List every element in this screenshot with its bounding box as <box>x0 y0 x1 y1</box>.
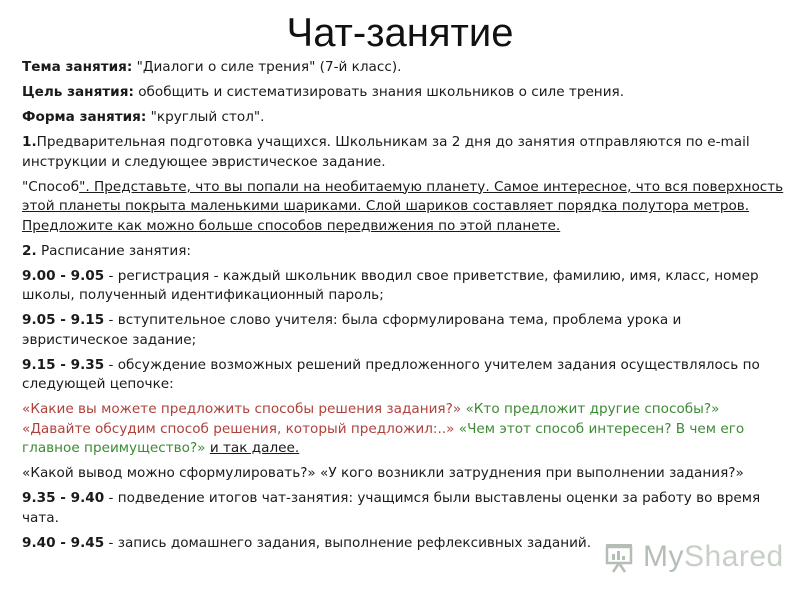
goal-line <box>22 83 786 103</box>
step-2 <box>22 242 786 262</box>
form-line <box>22 108 786 128</box>
form-label: Форма занятия: <box>22 109 147 125</box>
step-2-number: 2. <box>22 242 37 259</box>
schedule-item-discussion <box>22 356 786 395</box>
schedule-item-intro <box>22 311 786 350</box>
question-3: «Давайте обсудим способ решения, который предложил:..» <box>22 420 455 437</box>
step-1-text: Предварительная подготовка учащихся. Школьникам за 2 дня до занятия отправляются по e-mail инструкции и следующее эвристическое задание. <box>22 134 750 170</box>
heuristic-task <box>22 178 786 237</box>
topic-line <box>22 58 786 78</box>
step-1 <box>22 133 786 172</box>
schedule-item-registration <box>22 267 786 306</box>
question-4: «Чем этот способ интересен? В чем его главное преимущество?» <box>22 420 745 456</box>
topic-value: "Диалоги о силе трения" (7-й класс). <box>132 59 402 75</box>
slide-title: Чат-занятие <box>286 11 514 55</box>
schedule-text: - запись домашнего задания, выполнение рефлексивных заданий. <box>104 534 592 551</box>
topic-label: Тема занятия: <box>22 59 133 75</box>
schedule-time: 9.35 - 9.40 <box>22 490 105 506</box>
question-chain <box>22 400 786 459</box>
schedule-text: - обсуждение возможных решений предложенного учителем задания осуществлялось по следующей цепочке: <box>22 356 760 392</box>
question-etc: и так далее. <box>209 440 300 456</box>
schedule-item-summary <box>22 489 786 528</box>
schedule-time: 9.00 - 9.05 <box>22 267 105 284</box>
heuristic-task-lead: "Способ <box>22 178 80 195</box>
schedule-time: 9.15 - 9.35 <box>22 356 105 373</box>
step-2-text: Расписание занятия: <box>36 242 192 259</box>
schedule-text: - вступительное слово учителя: была сформулирована тема, проблема урока и эвристическое задание; <box>22 312 682 348</box>
heuristic-task-text: ". Представьте, что вы попали на необитаемую планету. Самое интересное, что вся поверхность этой планеты покрыта маленькими шариками. Слой шариков составляет порядка полутора метров. Предложите как можно больше способов передвижения по этой планете. <box>22 178 784 234</box>
slide-content <box>22 58 786 559</box>
form-value: "круглый стол". <box>146 109 265 125</box>
schedule-text: - подведение итогов чат-занятия: учащимся были выставлены оценки за работу во время чата. <box>22 490 761 526</box>
watermark-suffix: Shared <box>684 540 784 573</box>
presentation-board-icon <box>603 540 637 574</box>
step-1-number: 1. <box>22 134 37 150</box>
question-1: «Какие вы можете предложить способы решения задания?» <box>22 401 462 417</box>
question-2: «Кто предложит другие способы?» <box>461 401 720 417</box>
watermark-text <box>643 540 784 574</box>
schedule-time: 9.05 - 9.15 <box>22 312 105 328</box>
schedule-text: - регистрация - каждый школьник вводил свое приветствие, фамилию, имя, класс, номер школы, полученный идентификационный пароль; <box>22 267 759 303</box>
conclusion-questions: «Какой вывод можно сформулировать?» «У кого возникли затруднения при выполнении задания?» <box>22 465 744 481</box>
goal-label: Цель занятия: <box>22 84 134 100</box>
goal-value: обобщить и систематизировать знания школьников о силе трения. <box>133 84 625 100</box>
schedule-time: 9.40 - 9.45 <box>22 534 105 551</box>
watermark-prefix: My <box>643 540 684 573</box>
myshared-watermark <box>603 538 783 578</box>
